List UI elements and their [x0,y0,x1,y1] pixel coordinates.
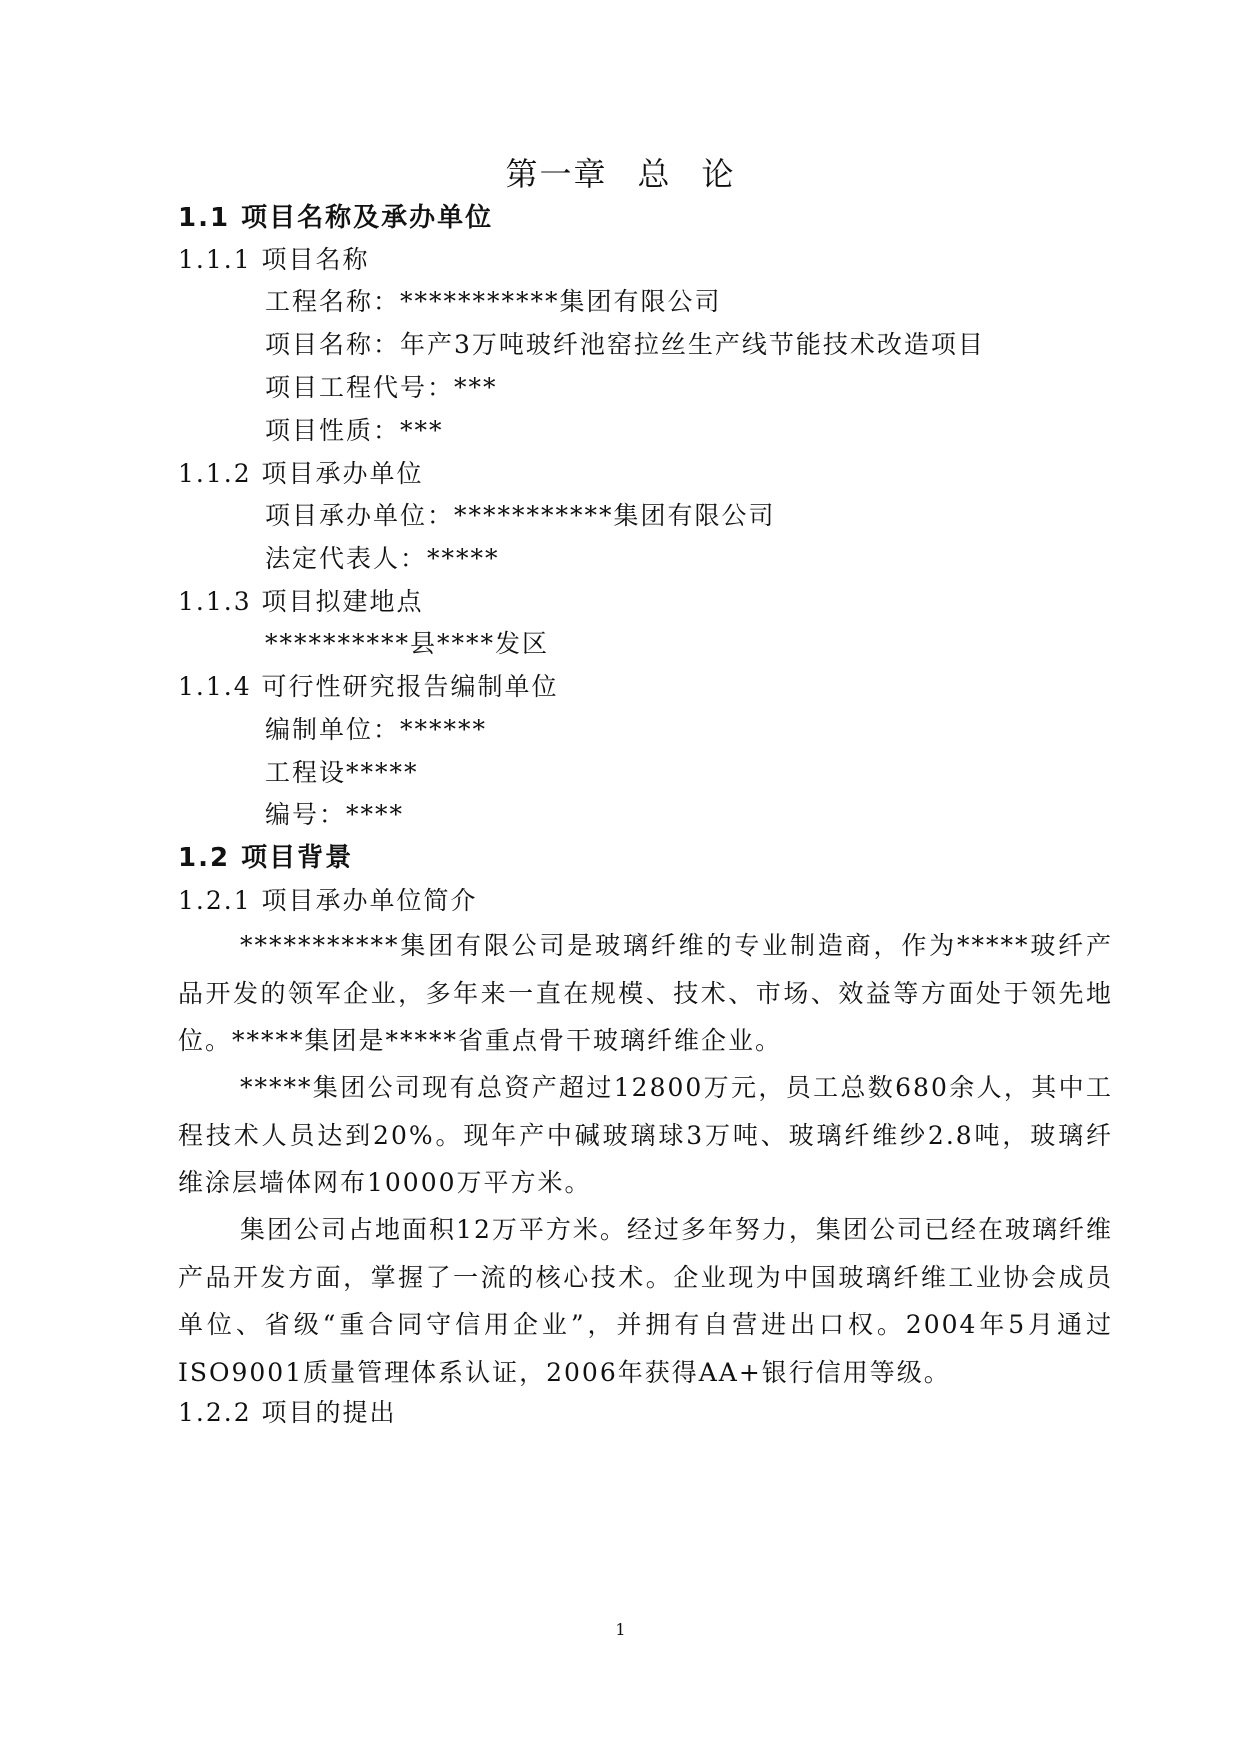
heading-1-2-1: 1.2.1 项目承办单位简介 [178,886,478,915]
heading-1-2-2: 1.2.2 项目的提出 [178,1398,397,1427]
heading-1-2: 1.2 项目背景 [178,843,354,873]
heading-1-1-1: 1.1.1 项目名称 [178,245,370,274]
chapter-title-number: 第一章 [505,155,608,193]
paragraph-company-assets: *****集团公司现有总资产超过12800万元，员工总数680余人，其中工程技术人员达到20%。现年产中碱玻璃球3万吨、玻璃纤维纱2.8吨，玻璃纤维涂层墙体网布10000万平方米。 [178,1073,1113,1197]
engineering-design: 工程设***** [265,758,419,787]
project-location: **********县****发区 [265,629,550,658]
heading-1-1-2: 1.1.2 项目承办单位 [178,459,424,488]
heading-1-1: 1.1 项目名称及承办单位 [178,203,494,233]
project-name: 项目名称：年产3万吨玻纤池窑拉丝生产线节能技术改造项目 [265,330,985,359]
project-code: 项目工程代号：*** [265,373,498,402]
paragraph-company-intro: ***********集团有限公司是玻璃纤维的专业制造商，作为*****玻纤产品开发的领军企业，多年来一直在规模、技术、市场、效益等方面处于领先地位。*****集团是*****省重点骨干玻璃纤维企业。 [178,931,1113,1055]
engineering-name: 工程名称：***********集团有限公司 [265,287,722,316]
undertaking-unit: 项目承办单位：***********集团有限公司 [265,501,776,530]
page-number: 1 [615,1620,626,1639]
paragraph-company-achievements: 集团公司占地面积12万平方米。经过多年努力，集团公司已经在玻璃纤维产品开发方面，掌握了一流的核心技术。企业现为中国玻璃纤维工业协会成员单位、省级“重合同守信用企业”，并拥有自营进出口权。2004年5月通过ISO9001质量管理体系认证，2006年获得AA+银行信用等级。 [178,1215,1113,1387]
project-nature: 项目性质：*** [265,416,444,445]
chapter-title-word-1: 总 [637,155,672,193]
compiling-unit: 编制单位：****** [265,715,488,744]
chapter-title [0,152,1241,196]
heading-1-1-4: 1.1.4 可行性研究报告编制单位 [178,672,559,701]
legal-representative: 法定代表人：***** [265,544,500,573]
heading-1-1-3: 1.1.3 项目拟建地点 [178,587,424,616]
chapter-title-word-2: 论 [701,155,736,193]
document-number: 编号：**** [265,800,405,829]
